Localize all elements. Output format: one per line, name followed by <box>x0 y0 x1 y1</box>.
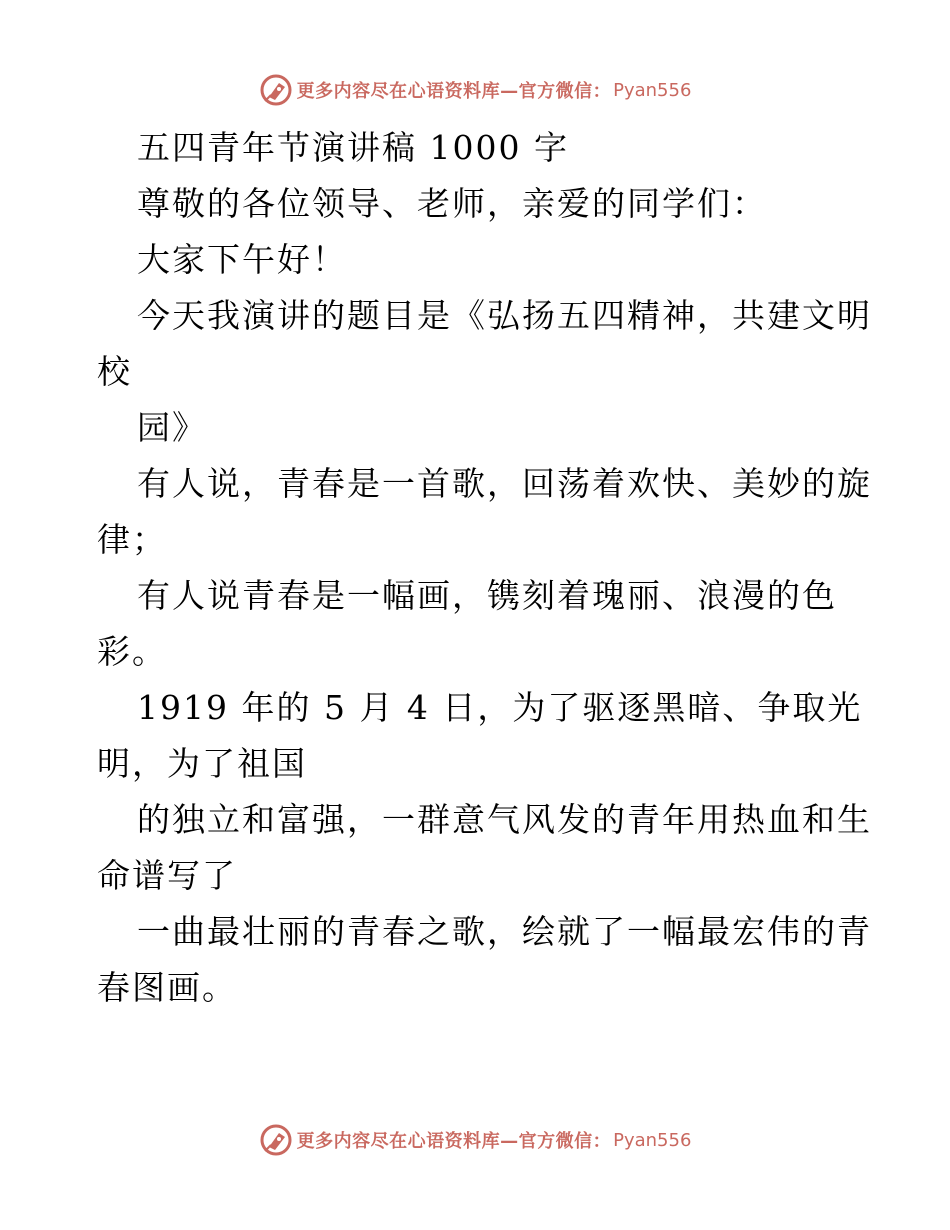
text-line: 明，为了祖国 <box>97 744 307 783</box>
pen-nib-logo-icon <box>259 73 293 107</box>
text-line: 今天我演讲的题目是《弘扬五四精神，共建文明 <box>137 296 872 335</box>
text-line: 园》 <box>137 408 207 447</box>
text-line: 一曲最壮丽的青春之歌，绘就了一幅最宏伟的青 <box>137 912 872 951</box>
document-title: 五四青年节演讲稿 1000 字 <box>137 128 569 167</box>
greeting: 大家下午好！ <box>137 240 347 279</box>
footer-watermark <box>0 1120 950 1160</box>
text-line: 彩。 <box>97 632 167 671</box>
text-line: 校 <box>97 352 132 391</box>
text-line: 的独立和富强，一群意气风发的青年用热血和生 <box>137 800 872 839</box>
text-line: 春图画。 <box>97 968 237 1007</box>
pen-nib-logo-icon <box>259 1123 293 1157</box>
watermark-account: Pyan556 <box>613 1129 692 1151</box>
header-watermark <box>0 70 950 110</box>
watermark-account: Pyan556 <box>613 79 692 101</box>
watermark-text: 更多内容尽在心语资料库—官方微信： <box>296 1131 612 1152</box>
salutation: 尊敬的各位领导、老师，亲爱的同学们： <box>137 184 767 223</box>
document-body <box>97 120 872 1016</box>
text-line: 有人说青春是一幅画，镌刻着瑰丽、浪漫的色 <box>137 576 837 615</box>
text-line: 有人说，青春是一首歌，回荡着欢快、美妙的旋 <box>137 464 872 503</box>
text-line: 律； <box>97 520 167 559</box>
text-line: 命谱写了 <box>97 856 237 895</box>
watermark-text: 更多内容尽在心语资料库—官方微信： <box>296 81 612 102</box>
text-line: 1919 年的 5 月 4 日，为了驱逐黑暗、争取光 <box>137 688 863 727</box>
